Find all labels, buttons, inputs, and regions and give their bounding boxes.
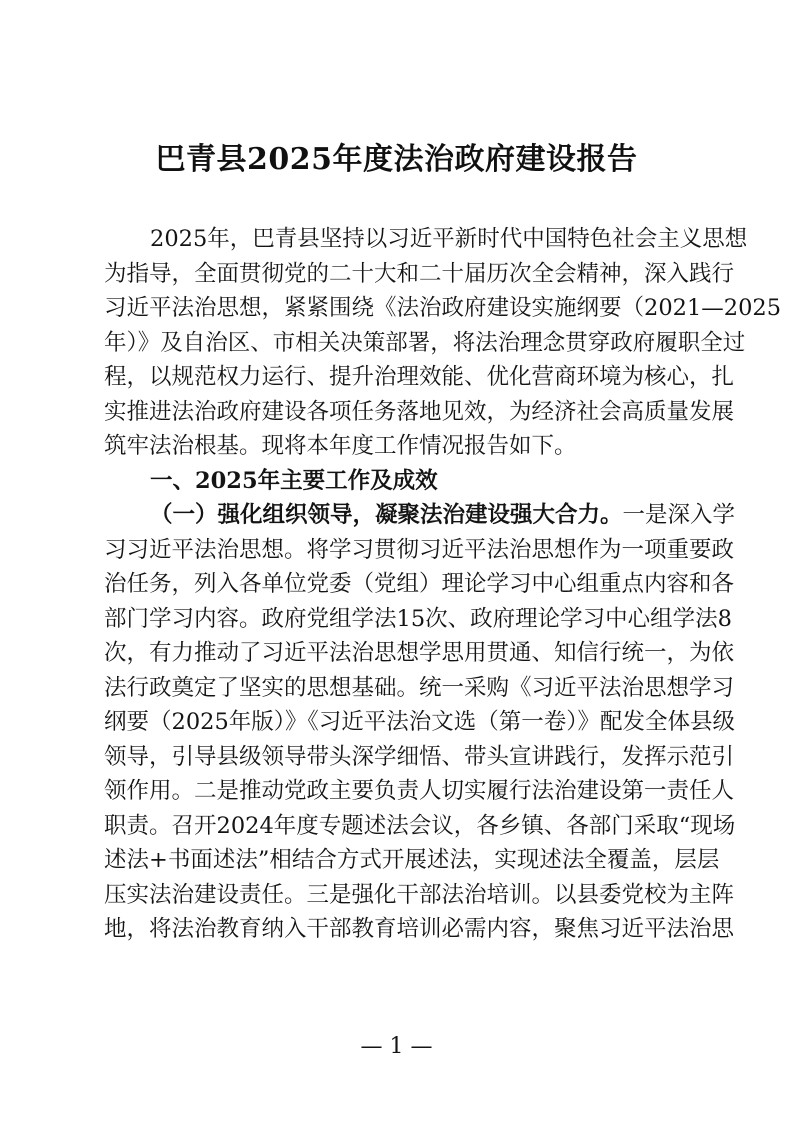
paragraph-line: 地，将法治教育纳入干部教育培训必需内容，聚焦习近平法治思 xyxy=(104,916,735,942)
paragraph-line: 程，以规范权力运行、提升治理效能、优化营商环境为核心，扎 xyxy=(104,364,735,390)
paragraph-line: 法行政奠定了坚实的思想基础。统一采购《习近平法治思想学习 xyxy=(104,674,735,701)
subsection-heading: （一）强化组织领导，凝聚法治建设强大合力。 xyxy=(150,502,623,528)
paragraph-line: 治任务，列入各单位党委（党组）理论学习中心组重点内容和各 xyxy=(104,571,735,597)
paragraph-line: 次，有力推动了习近平法治思想学思用贯通、知信行统一，为依 xyxy=(104,640,735,666)
paragraph-line: 实推进法治政府建设各项任务落地见效，为经济社会高质量发展 xyxy=(104,398,735,425)
paragraph-line: 部门学习内容。政府党组学法15次、政府理论学习中心组学法8 xyxy=(104,605,732,632)
paragraph-line: 领作用。二是推动党政主要负责人切实履行法治建设第一责任人 xyxy=(104,778,735,804)
section-heading: 一、2025年主要工作及成效 xyxy=(150,467,438,494)
subsection-first-line-rest: 一是深入学 xyxy=(622,502,736,528)
paragraph-line: 习近平法治思想，紧紧围绕《法治政府建设实施纲要（2021—2025 xyxy=(104,295,782,321)
paragraph-line: 领导，引导县级领导带头深学细悟、带头宣讲践行，发挥示范引 xyxy=(104,743,735,770)
paragraph-line: 习习近平法治思想。将学习贯彻习近平法治思想作为一项重要政 xyxy=(104,536,735,563)
paragraph-line: 2025年，巴青县坚持以习近平新时代中国特色社会主义思想 xyxy=(150,226,748,252)
paragraph-line: 筑牢法治根基。现将本年度工作情况报告如下。 xyxy=(104,433,577,459)
page-number: — 1 — xyxy=(360,1034,433,1059)
subsection-first-line xyxy=(150,498,736,533)
paragraph-line: 压实法治建设责任。三是强化干部法治培训。以县委党校为主阵 xyxy=(104,881,735,908)
paragraph-line: 述法+书面述法”相结合方式开展述法，实现述法全覆盖，层层 xyxy=(104,847,720,873)
paragraph-line: 年）》及自治区、市相关决策部署，将法治理念贯穿政府履职全过 xyxy=(104,329,746,356)
paragraph-line: 职责。召开2024年度专题述法会议，各乡镇、各部门采取“现场 xyxy=(104,812,736,839)
paragraph-line: 纲要（2025年版）》《习近平法治文选（第一卷）》配发全体县级 xyxy=(104,709,736,735)
document-title: 巴青县2025年度法治政府建设报告 xyxy=(155,142,638,177)
paragraph-line: 为指导，全面贯彻党的二十大和二十届历次全会精神，深入践行 xyxy=(104,260,735,287)
